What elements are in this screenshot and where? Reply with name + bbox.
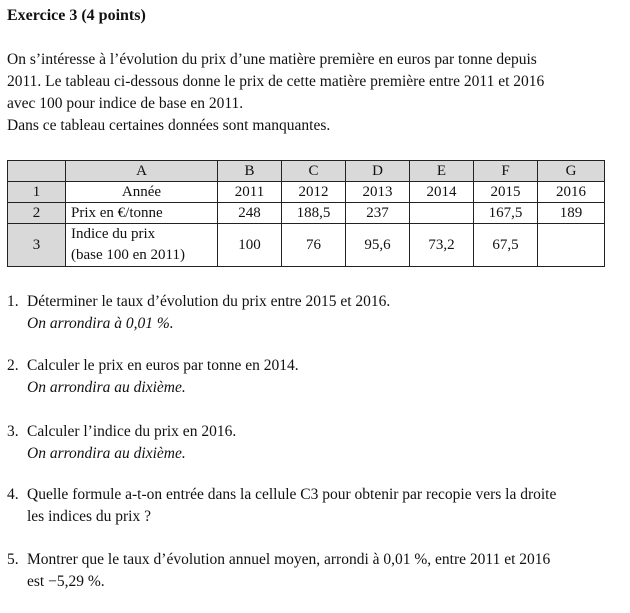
table-cell: 167,5 — [474, 203, 538, 224]
question-number: 1. — [7, 293, 19, 310]
table-cell: 76 — [282, 224, 346, 267]
row-label-line: Indice du prix — [71, 226, 156, 242]
table-cell — [410, 203, 474, 224]
question-2 — [7, 355, 622, 399]
question-text: Calculer le prix en euros par tonne en 2014. — [27, 357, 299, 374]
table-cell: 248 — [218, 203, 282, 224]
column-header: A — [66, 161, 218, 182]
question-text: Quelle formule a-t-on entrée dans la cellule C3 pour obtenir par recopie vers la droite — [27, 486, 557, 503]
table-cell — [538, 224, 605, 267]
row-label: Prix en €/tonne — [66, 203, 218, 224]
question-number: 4. — [7, 486, 19, 503]
row-header: 2 — [8, 203, 66, 224]
question-1 — [7, 291, 622, 335]
column-header: G — [538, 161, 605, 182]
table-cell: 237 — [346, 203, 410, 224]
column-header: D — [346, 161, 410, 182]
question-3 — [7, 421, 622, 465]
table-cell: 2016 — [538, 182, 605, 203]
table-cell: 189 — [538, 203, 605, 224]
question-text-continued: est −5,29 %. — [27, 573, 105, 590]
question-number: 2. — [7, 357, 19, 374]
intro-paragraph — [7, 49, 622, 137]
table-cell: 188,5 — [282, 203, 346, 224]
question-hint: On arrondira au dixième. — [27, 445, 186, 462]
column-header: C — [282, 161, 346, 182]
question-5 — [7, 549, 622, 593]
table-cell: 100 — [218, 224, 282, 267]
question-number: 5. — [7, 551, 19, 568]
table-row — [8, 182, 605, 203]
table-cell: 2012 — [282, 182, 346, 203]
column-header-row — [8, 161, 605, 182]
intro-line: avec 100 pour indice de base en 2011. — [7, 95, 244, 112]
question-number: 3. — [7, 423, 19, 440]
row-label: Année — [66, 182, 218, 203]
corner-cell — [8, 161, 66, 182]
question-hint: On arrondira au dixième. — [27, 379, 186, 396]
row-header: 3 — [8, 224, 66, 267]
table-cell: 73,2 — [410, 224, 474, 267]
table-cell: 2014 — [410, 182, 474, 203]
row-label — [66, 224, 218, 267]
intro-line: 2011. Le tableau ci-dessous donne le prix de cette matière première entre 2011 et 2016 — [7, 73, 545, 90]
table-cell: 67,5 — [474, 224, 538, 267]
table-cell: 2013 — [346, 182, 410, 203]
question-text: Montrer que le taux d’évolution annuel moyen, arrondi à 0,01 %, entre 2011 et 2016 — [27, 551, 551, 568]
table-cell: 2011 — [218, 182, 282, 203]
question-text: Calculer l’indice du prix en 2016. — [27, 423, 237, 440]
column-header: B — [218, 161, 282, 182]
table-cell: 95,6 — [346, 224, 410, 267]
intro-line: On s’intéresse à l’évolution du prix d’une matière première en euros par tonne depuis — [7, 51, 537, 68]
question-hint: On arrondira à 0,01 %. — [27, 315, 174, 332]
table-row — [8, 203, 605, 224]
question-text: Déterminer le taux d’évolution du prix entre 2015 et 2016. — [27, 293, 391, 310]
intro-line: Dans ce tableau certaines données sont manquantes. — [7, 117, 331, 134]
spreadsheet-table — [7, 160, 605, 267]
exercise-title: Exercice 3 (4 points) — [7, 7, 146, 24]
column-header: F — [474, 161, 538, 182]
question-4 — [7, 484, 622, 528]
table-row — [8, 224, 605, 267]
column-header: E — [410, 161, 474, 182]
table-cell: 2015 — [474, 182, 538, 203]
row-label-line: (base 100 en 2011) — [71, 247, 185, 263]
question-text-continued: les indices du prix ? — [27, 508, 151, 525]
row-header: 1 — [8, 182, 66, 203]
